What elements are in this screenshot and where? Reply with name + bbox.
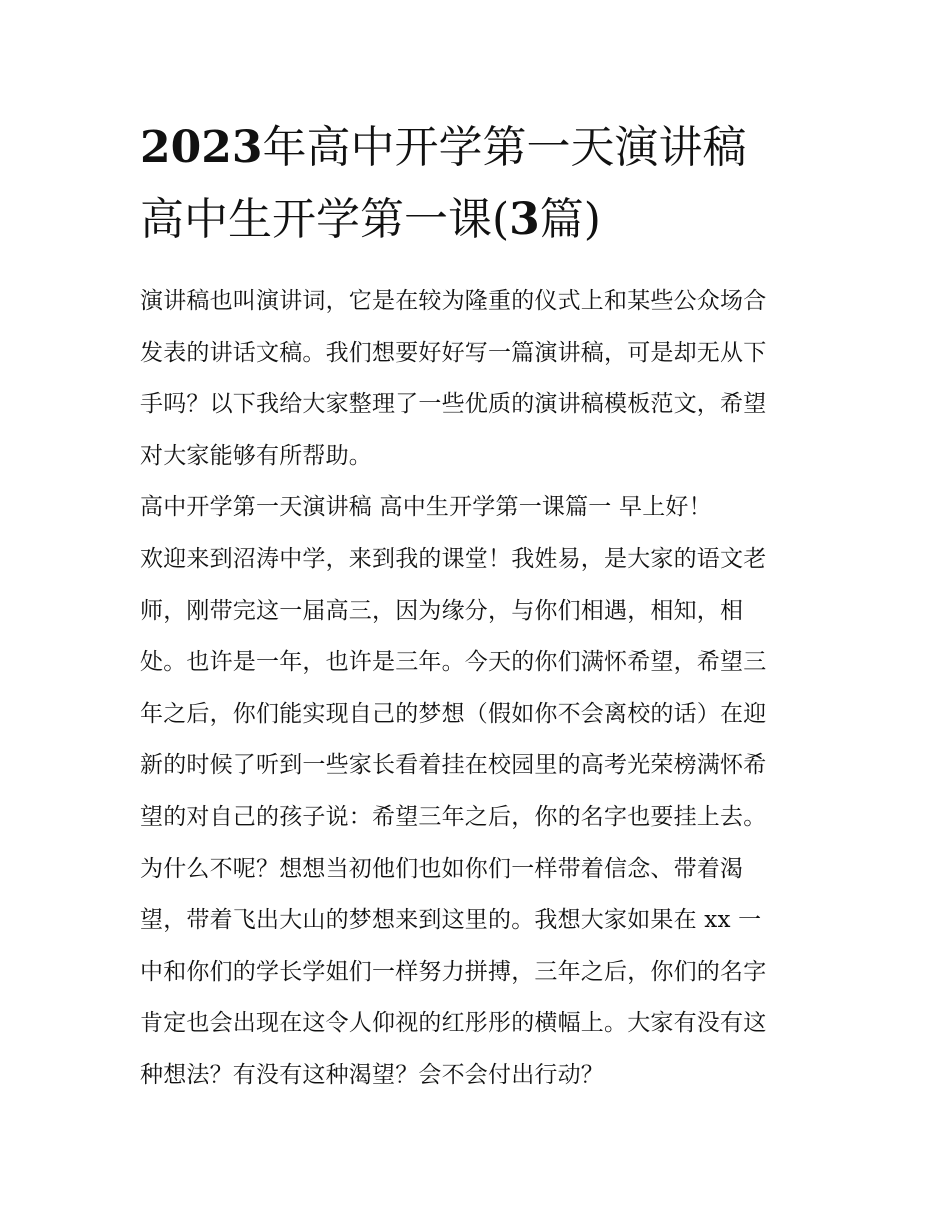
body-line: 处。也许是一年，也许是三年。今天的你们满怀希望，希望三 — [140, 649, 767, 676]
body-line: 望，带着飞出大山的梦想来到这里的。我想大家如果在 xx 一 — [140, 907, 762, 934]
body-line: 新的时候了听到一些家长看着挂在校园里的高考光荣榜满怀希 — [140, 752, 767, 779]
body-line: 演讲稿也叫演讲词，它是在较为隆重的仪式上和某些公众场合 — [140, 288, 767, 314]
document-title — [140, 112, 830, 256]
body-line: 中和你们的学长学姐们一样努力拼搏，三年之后，你们的名字 — [140, 958, 767, 985]
body-line: 肯定也会出现在这令人仰视的红彤彤的横幅上。大家有没有这 — [140, 1010, 767, 1037]
body-line: 年之后，你们能实现自己的梦想（假如你不会离校的话）在迎 — [140, 700, 767, 727]
body-line: 望的对自己的孩子说：希望三年之后，你的名字也要挂上去。 — [140, 803, 767, 830]
body-line: 手吗？以下我给大家整理了一些优质的演讲稿模板范文，希望 — [140, 391, 767, 418]
title-line-2-end: 篇) — [539, 194, 601, 245]
body-line: 对大家能够有所帮助。 — [140, 442, 372, 469]
document-body — [140, 276, 812, 1102]
body-line: 发表的讲话文稿。我们想要好好写一篇演讲稿，可是却无从下 — [140, 339, 767, 366]
title-count: 3 — [509, 194, 540, 245]
body-line: 师，刚带完这一届高三，因为缘分，与你们相遇，相知，相 — [140, 597, 744, 624]
body-line: 欢迎来到沼涛中学，来到我的课堂！我姓易，是大家的语文老 — [140, 545, 767, 572]
title-year: 2023 — [140, 122, 263, 173]
title-line-2 — [140, 184, 830, 256]
body-line: 种想法？有没有这种渴望？会不会付出行动？ — [140, 1061, 604, 1088]
body-line: 为什么不呢？想想当初他们也如你们一样带着信念、带着渴 — [140, 855, 744, 882]
title-line-1-text: 年高中开学第一天演讲稿 — [262, 122, 747, 173]
title-line-1 — [140, 112, 830, 184]
section-heading-line: 高中开学第一天演讲稿 高中生开学第一课篇一 早上好！ — [140, 494, 712, 521]
title-line-2-text: 高中生开学第一课( — [140, 194, 510, 245]
